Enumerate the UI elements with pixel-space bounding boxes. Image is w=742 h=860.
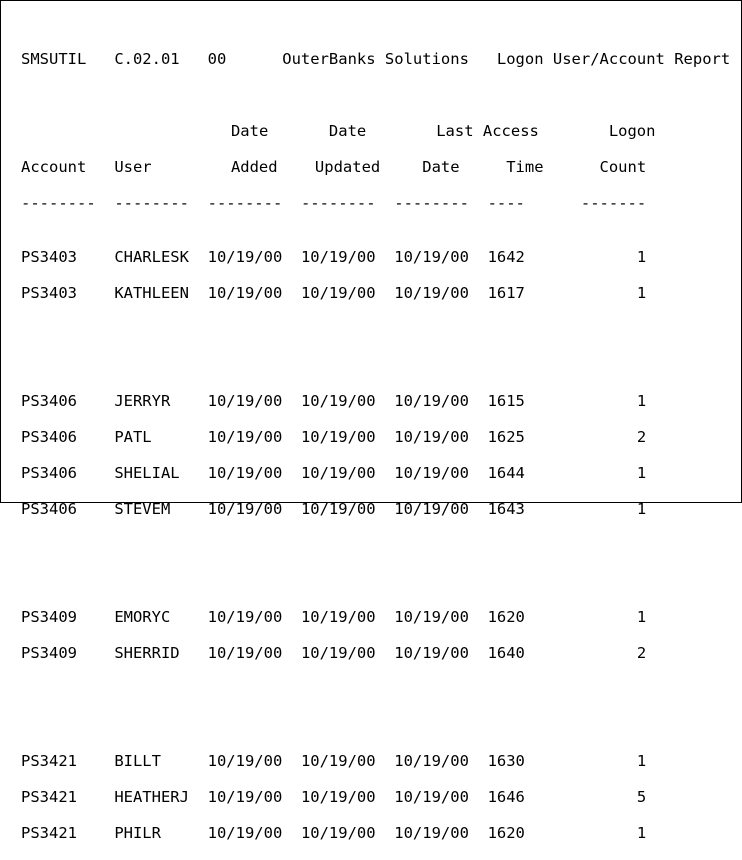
row-access-date: 10/19/00 [394,248,469,266]
table-row [21,608,730,626]
table-row [21,752,730,770]
row-account: PS3406 [21,464,77,482]
row-account: PS3409 [21,608,77,626]
report-title: Logon User/Account Report [496,50,731,68]
row-access-date: 10/19/00 [394,464,469,482]
row-access-time: 1630 [487,752,525,770]
row-access-date: 10/19/00 [394,428,469,446]
column-user: User [114,158,152,176]
rule-count: ------- [580,194,647,212]
row-date-updated: 10/19/00 [300,248,376,266]
row-user: STEVEM [114,500,171,518]
blank-line [21,572,730,590]
column-added: Added [230,158,278,176]
rule-access-date: -------- [394,194,469,212]
program-version: C.02.01 [114,50,180,68]
report-output [21,32,730,860]
row-account: PS3403 [21,248,77,266]
program-code: 00 [207,50,227,68]
row-date-updated: 10/19/00 [300,824,376,842]
rule-time: ---- [487,194,525,212]
rule-account: -------- [21,194,96,212]
row-user: EMORYC [114,608,171,626]
row-date-added: 10/19/00 [207,500,283,518]
rule-updated: -------- [300,194,376,212]
row-date-added: 10/19/00 [207,392,283,410]
row-user: SHELIAL [114,464,180,482]
column-date-added-top: Date [230,122,269,140]
row-date-updated: 10/19/00 [300,788,376,806]
row-user: PATL [114,428,152,446]
program-name: SMSUTIL [21,50,87,68]
row-date-added: 10/19/00 [207,824,283,842]
table-row [21,284,730,302]
row-access-date: 10/19/00 [394,284,469,302]
row-account: PS3403 [21,284,77,302]
blank-line [21,86,730,104]
column-date-updated-top: Date [328,122,367,140]
row-date-updated: 10/19/00 [300,428,376,446]
row-account: PS3406 [21,500,77,518]
column-header-line-2 [21,158,730,176]
row-access-date: 10/19/00 [394,500,469,518]
row-date-added: 10/19/00 [207,752,283,770]
row-logon-count: 1 [636,752,647,770]
row-date-added: 10/19/00 [207,644,283,662]
row-access-time: 1617 [487,284,525,302]
row-date-updated: 10/19/00 [300,392,376,410]
row-access-date: 10/19/00 [394,644,469,662]
blank-line [21,716,730,734]
column-logon-top: Logon [608,122,656,140]
row-access-time: 1646 [487,788,525,806]
row-access-date: 10/19/00 [394,608,469,626]
row-logon-count: 1 [636,248,647,266]
column-rule-line [21,194,730,212]
table-row [21,824,730,842]
row-logon-count: 1 [636,392,647,410]
row-account: PS3406 [21,392,77,410]
row-logon-count: 2 [636,644,647,662]
blank-line [21,536,730,554]
row-user: JERRYR [114,392,171,410]
row-date-updated: 10/19/00 [300,644,376,662]
row-user: HEATHERJ [114,788,189,806]
row-date-updated: 10/19/00 [300,284,376,302]
table-row [21,428,730,446]
row-logon-count: 5 [636,788,647,806]
row-access-time: 1642 [487,248,525,266]
row-access-date: 10/19/00 [394,824,469,842]
row-access-time: 1615 [487,392,525,410]
row-date-updated: 10/19/00 [300,500,376,518]
row-user: KATHLEEN [114,284,189,302]
row-account: PS3421 [21,752,77,770]
column-last-access-top: Last Access [436,122,539,140]
row-date-added: 10/19/00 [207,788,283,806]
row-user: CHARLESK [114,248,189,266]
table-row [21,392,730,410]
row-date-updated: 10/19/00 [300,608,376,626]
row-date-added: 10/19/00 [207,464,283,482]
row-logon-count: 1 [636,500,647,518]
blank-line [21,320,730,338]
column-updated: Updated [314,158,381,176]
row-logon-count: 1 [636,464,647,482]
column-account: Account [21,158,87,176]
column-header-line-1 [21,122,730,140]
row-logon-count: 2 [636,428,647,446]
company-name: OuterBanks Solutions [282,50,469,68]
report-header-line [21,50,730,68]
row-user: BILLT [114,752,161,770]
row-date-updated: 10/19/00 [300,464,376,482]
column-count: Count [599,158,647,176]
table-row [21,788,730,806]
row-access-time: 1620 [487,608,525,626]
table-row [21,248,730,266]
table-row [21,464,730,482]
row-access-date: 10/19/00 [394,392,469,410]
row-logon-count: 1 [636,824,647,842]
table-row [21,644,730,662]
blank-line [21,356,730,374]
column-access-time: Time [506,158,544,176]
row-user: PHILR [114,824,161,842]
rule-user: -------- [114,194,189,212]
row-date-added: 10/19/00 [207,428,283,446]
row-account: PS3421 [21,824,77,842]
column-access-date: Date [422,158,460,176]
row-account: PS3421 [21,788,77,806]
row-account: PS3406 [21,428,77,446]
rule-added: -------- [207,194,283,212]
blank-line [21,680,730,698]
row-user: SHERRID [114,644,180,662]
row-date-added: 10/19/00 [207,284,283,302]
row-access-date: 10/19/00 [394,788,469,806]
row-access-date: 10/19/00 [394,752,469,770]
row-access-time: 1643 [487,500,525,518]
row-access-time: 1644 [487,464,525,482]
row-date-added: 10/19/00 [207,608,283,626]
row-access-time: 1625 [487,428,525,446]
row-account: PS3409 [21,644,77,662]
row-access-time: 1640 [487,644,525,662]
row-logon-count: 1 [636,284,647,302]
row-date-added: 10/19/00 [207,248,283,266]
row-logon-count: 1 [636,608,647,626]
row-date-updated: 10/19/00 [300,752,376,770]
row-access-time: 1620 [487,824,525,842]
